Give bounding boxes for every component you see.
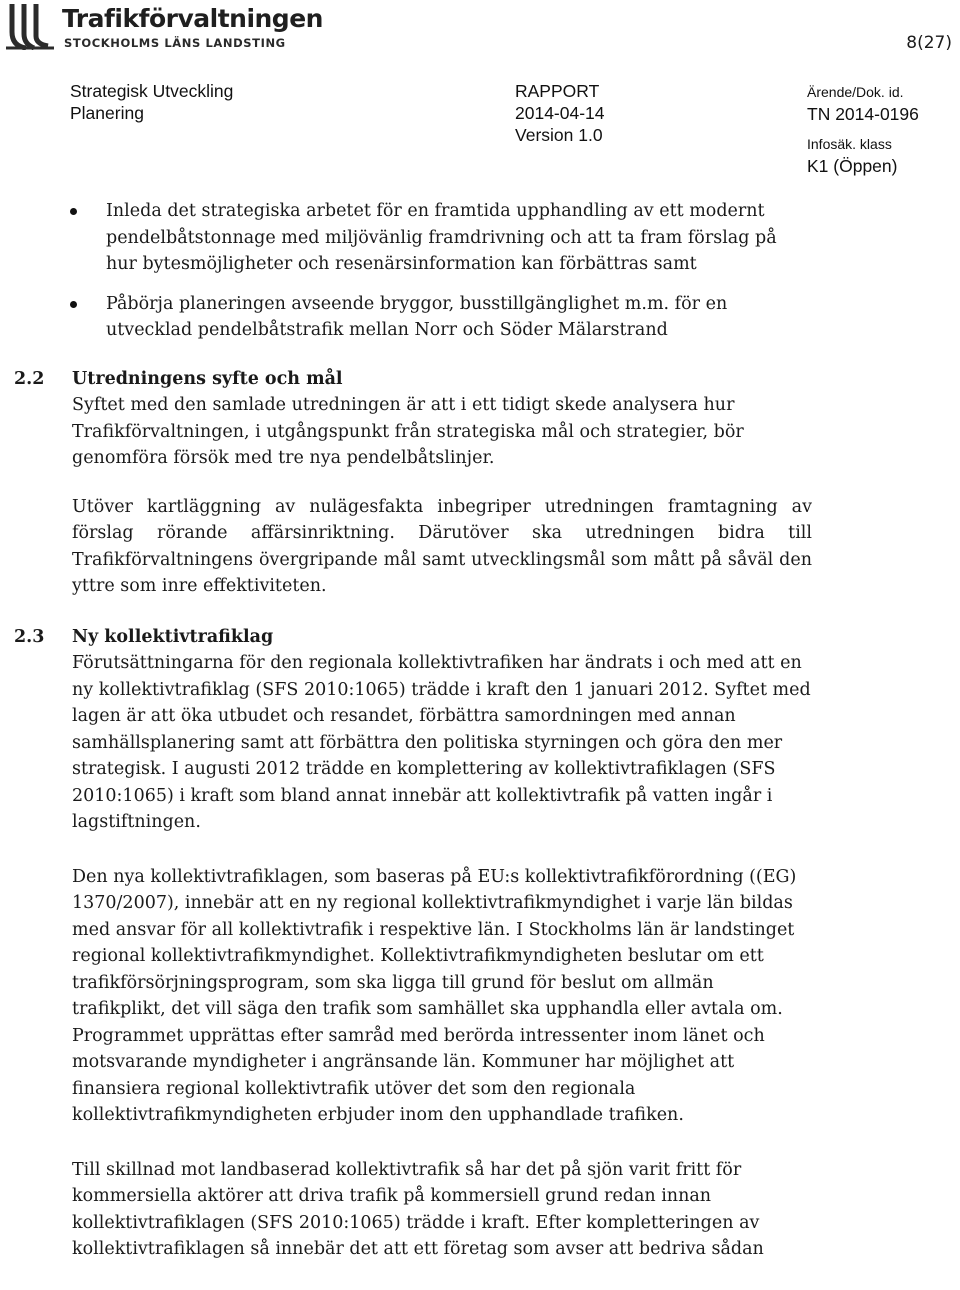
landsting-logo-icon — [4, 2, 56, 50]
section-2-3 — [14, 624, 812, 1263]
document-date: 2014-04-14 — [515, 103, 605, 123]
document-version: Version 1.0 — [515, 125, 603, 145]
page-number: 8(27) — [906, 33, 952, 53]
organization-logo — [4, 2, 334, 50]
paragraph: Den nya kollektivtrafiklagen, som baseras på EU:s kollektivtrafikförordning ((EG) 1370/2007), innebär att en ny regional kollektivtrafikmyndighet i varje län bildas med ansvar för all kollektivtrafik i respektive län. I Stockholms län är landstinget regional kollektivtrafikmyndighet. Kollektivtrafikmyndigheten beslutar om ett trafikförsörjningsprogram, som ska ligga till grund för beslut om allmän trafikplikt, det vill säga den trafik som samhället ska upphandla eller avtala om. Programmet upprättas efter samråd med berörda intressenter inom länet och motsvarande myndigheter i angränsande län. Kommuner har möjlighet att finansiera regional kollektivtrafik utöver det som den regionala kollektivtrafikmyndigheten erbjuder inom den upphandlade trafiken. — [72, 866, 797, 1125]
list-item: Inleda det strategiska arbetet för en framtida upphandling av ett modernt pendelbåtstonnage med miljövänlig framdrivning och att ta fram förslag på hur bytesmöjligheter och resenärsinformation kan förbättras samt — [106, 198, 806, 278]
document-body — [0, 198, 960, 1263]
bullet-list — [0, 198, 960, 344]
department-name: Strategisk Utveckling — [70, 81, 234, 101]
header-case-info — [807, 80, 919, 177]
paragraph: Syftet med den samlade utredningen är att i ett tidigt skede analysera hur Trafikförvaltningen, i utgångspunkt från strategiska mål och strategier, bör genomföra försök med tre nya pendelbåtslinjer. — [72, 395, 744, 468]
section-2-2 — [14, 366, 812, 600]
case-id-label: Ärende/Dok. id. — [807, 84, 904, 100]
section-heading — [14, 624, 812, 651]
paragraph: Förutsättningarna för den regionala kollektivtrafiken har ändrats i och med att en ny kollektivtrafiklag (SFS 2010:1065) trädde i kraft den 1 januari 2012. Syftet med lagen är att öka utbudet och resandet, förbättra samordningen med annan samhällsplanering samt att förbättra den politiska styrningen och göra den mer strategisk. I augusti 2012 trädde en komplettering av kollektivtrafiklagen (SFS 2010:1065) i kraft som bland annat innebär att kollektivtrafik på vatten ingår i lagstiftningen. — [72, 653, 811, 832]
section-number: 2.2 — [14, 368, 45, 389]
unit-name: Planering — [70, 103, 144, 123]
header-department — [70, 80, 233, 124]
paragraph: Till skillnad mot landbaserad kollektivtrafik så har det på sjön varit fritt för kommersiella aktörer att driva trafik på kommersiell grund redan innan kollektivtrafiklagen (SFS 2010:1065) trädde i kraft. Efter kompletteringen av kollektivtrafiklagen så innebär det att ett företag som avser att bedriva sådan — [72, 1159, 764, 1259]
paragraph: Utöver kartläggning av nulägesfakta inbegriper utredningen framtagning av förslag rörande affärsinriktning. Därutöver ska utredningen bidra till Trafikförvaltningens övergripande mål samt utvecklingsmål som mått på såväl den yttre som inre effektiviteten. — [72, 496, 812, 596]
case-id-value: TN 2014-0196 — [807, 104, 919, 124]
info-class-value: K1 (Öppen) — [807, 156, 898, 176]
list-item: Påbörja planeringen avseende bryggor, busstillgänglighet m.m. för en utvecklad pendelbåtstrafik mellan Norr och Söder Mälarstrand — [106, 291, 806, 344]
logo-subtitle: STOCKHOLMS LÄNS LANDSTING — [64, 36, 286, 50]
section-heading — [14, 366, 812, 393]
document-type: RAPPORT — [515, 81, 600, 101]
section-number: 2.3 — [14, 626, 45, 647]
logo-name: Trafikförvaltningen — [62, 4, 323, 33]
section-title: Ny kollektivtrafiklag — [72, 626, 274, 647]
section-title: Utredningens syfte och mål — [72, 368, 343, 389]
header-document-info — [515, 80, 605, 146]
info-class-label: Infosäk. klass — [807, 136, 892, 152]
